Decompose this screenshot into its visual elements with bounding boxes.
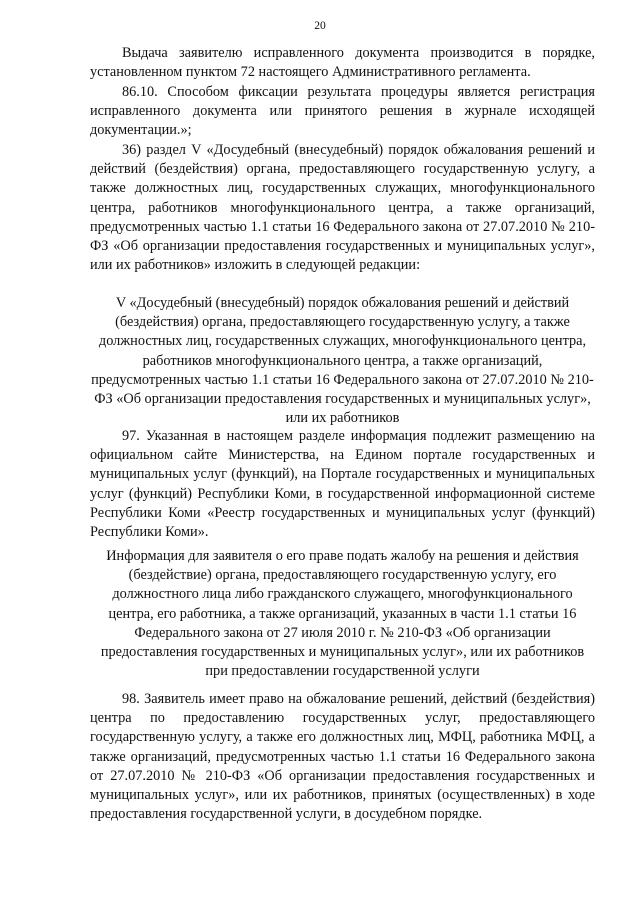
paragraph-98: 98. Заявитель имеет право на обжалование решений, действий (бездействия) центра по предоставлению государственных услуг, предоставляющего государственную услугу, а также его должностных лиц, МФЦ, работника МФЦ, а также организаций, предусмотренных частью 1.1 статьи 16 Федерального закона от 27.07.2010 № 210-ФЗ «Об организации предоставления государственных и муниципальных услуг», или их работников, принятых (осуществленных) в ходе предоставления государственной услуги, в досудебном порядке. [90, 691, 595, 823]
info-heading: Информация для заявителя о его праве подать жалобу на решения и действия (бездействие) органа, предоставляющего государственную услугу, его должностного лица либо гражданского служащего, многофункционального центра, его работника, а также организаций, указанных в части 1.1 статьи 16 Федерального закона от 27 июля 2010 г. № 210-ФЗ «Об организации предоставления государственных и муниципальных услуг», или их работников при предоставлении государственной услуги [100, 548, 585, 680]
paragraph-97: 97. Указанная в настоящем разделе информация подлежит размещению на официальном сайте Министерства, на Едином портале государственных и муниципальных услуг (функций), на Портале государственных и муниципальных услуг (функций) Республики Коми, в государственной информационной системе Республики Коми «Реестр государственных и муниципальных услуг (функций) Республики Коми». [90, 428, 595, 541]
paragraph-issue-document: Выдача заявителю исправленного документа производится в порядке, установленном пунктом 72 настоящего Административного регламента. [90, 45, 595, 81]
section-v-heading: V «Досудебный (внесудебный) порядок обжалования решений и действий (бездействия) органа, предоставляющего государственную услугу, а также должностных лиц, государственных служащих, многофункционального центра, работников многофункционального центра, а также организаций, предусмотренных частью 1.1 статьи 16 Федерального закона от 27.07.2010 № 210-ФЗ «Об организации предоставления государственных и муниципальных услуг», или их работников [91, 295, 594, 427]
paragraph-36: 36) раздел V «Досудебный (внесудебный) порядок обжалования решений и действий (бездействия) органа, предоставляющего государственную услугу, а также должностных лиц, государственных служащих, многофункционального центра, работников многофункционального центра, а также организаций, предусмотренных частью 1.1 статьи 16 Федерального закона от 27.07.2010 № 210-ФЗ «Об организации предоставления государственных и муниципальных услуг», или их работников» изложить в следующей редакции: [90, 142, 595, 274]
page-number: 20 [314, 20, 326, 32]
paragraph-86-10: 86.10. Способом фиксации результата процедуры является регистрация исправленного документа или принятого решения в журнале исходящей документации.»; [90, 84, 595, 139]
